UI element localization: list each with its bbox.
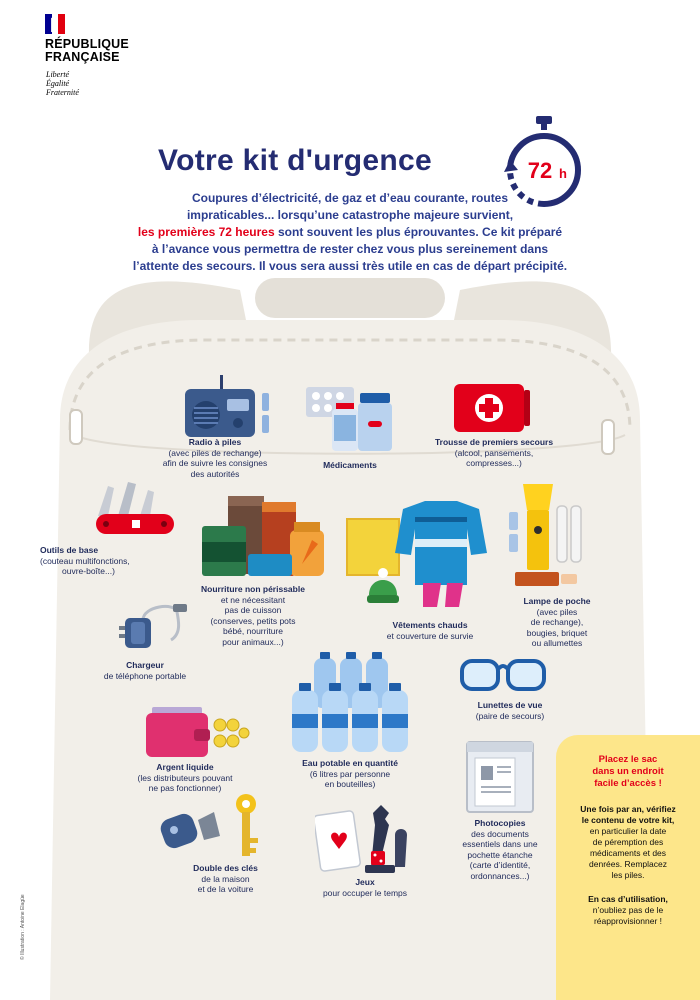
wallet-cash-icon: [140, 705, 250, 760]
multitool-icon: [88, 480, 183, 540]
medicine-icon: [302, 385, 394, 455]
label-charger: Chargeur de téléphone portable: [103, 660, 187, 681]
label-flashlight: Lampe de poche (avec piles de rechange), bougies, briquet ou allumettes: [523, 596, 591, 648]
label-cash: Argent liquide (les distributeurs pouvant ne pas fonctionner): [137, 762, 233, 793]
board-games-icon: [315, 805, 410, 875]
intro-highlight: les premières 72 heures: [137, 225, 275, 239]
label-medicines: Médicaments: [323, 460, 377, 470]
marianne-flag-logo: [45, 14, 65, 34]
label-food: Nourriture non périssable et ne nécessitant pas de cuisson (conserves, petits pots bébé, nourriture pour animaux...): [201, 584, 305, 647]
republic-name: RÉPUBLIQUE FRANÇAISE: [45, 37, 129, 64]
label-photocopies: Photocopies des documents essentiels dans une pochette étanche (carte d’identité, ordonnances...): [462, 818, 538, 881]
flashlight-icon: [505, 482, 585, 594]
warm-clothes-icon: [345, 495, 490, 610]
documents-pouch-icon: [465, 740, 535, 815]
water-bottles-icon: [290, 650, 410, 755]
label-keys: Double des clés de la maison et de la voiture: [193, 863, 258, 894]
republic-motto: Liberté Égalité Fraternité: [46, 70, 79, 97]
food-cans-icon: [200, 492, 335, 580]
label-clothes: Vêtements chauds et couverture de survie: [386, 620, 474, 641]
keys-icon: [158, 790, 268, 860]
reminder-restock: En cas d’utilisation, n’oubliez pas de le réapprovisionner !: [588, 894, 668, 926]
page-title: Votre kit d'urgence: [158, 144, 433, 177]
label-water: Eau potable en quantité (6 litres par personne en bouteilles): [302, 758, 398, 789]
label-games: Jeux pour occuper le temps: [322, 877, 408, 898]
label-glasses: Lunettes de vue (paire de secours): [475, 700, 545, 721]
label-tools: Outils de base (couteau multifonctions, ouvre-boîte...): [40, 545, 130, 576]
radio-icon: [180, 375, 275, 445]
first-aid-kit-icon: [452, 380, 532, 435]
timer-unit: h: [559, 166, 567, 181]
illustration-credit: © Illustration : Antoine Elagüe: [20, 894, 26, 960]
label-radio: Radio à piles (avec piles de rechange) afin de suivre les consignes des autorités: [162, 437, 268, 479]
intro-paragraph: Coupures d’électricité, de gaz et d’eau courante, routes impraticables... lorsqu’une catastrophe majeure survient, les premières 72 heures sont souvent les plus éprouvantes. Ce kit préparé à l’avance vous permettra de rester chez vous plus sereinement dans l’attente des secours. Il vous sera aussi très utile en cas de départ précipité.: [132, 191, 568, 273]
reminder-yearly-check: Une fois par an, vérifiez le contenu de votre kit, en particulier la date de péremption des médicaments et des denrées. Remplacez les piles.: [580, 804, 676, 880]
reminder-headline: Placez le sac dans un endroit facile d’accès !: [592, 754, 664, 789]
label-first-aid: Trousse de premiers secours (alcool, pansements, compresses...): [434, 437, 554, 468]
glasses-icon: [458, 655, 548, 695]
phone-charger-icon: [115, 600, 195, 655]
timer-number: 72: [527, 158, 553, 183]
